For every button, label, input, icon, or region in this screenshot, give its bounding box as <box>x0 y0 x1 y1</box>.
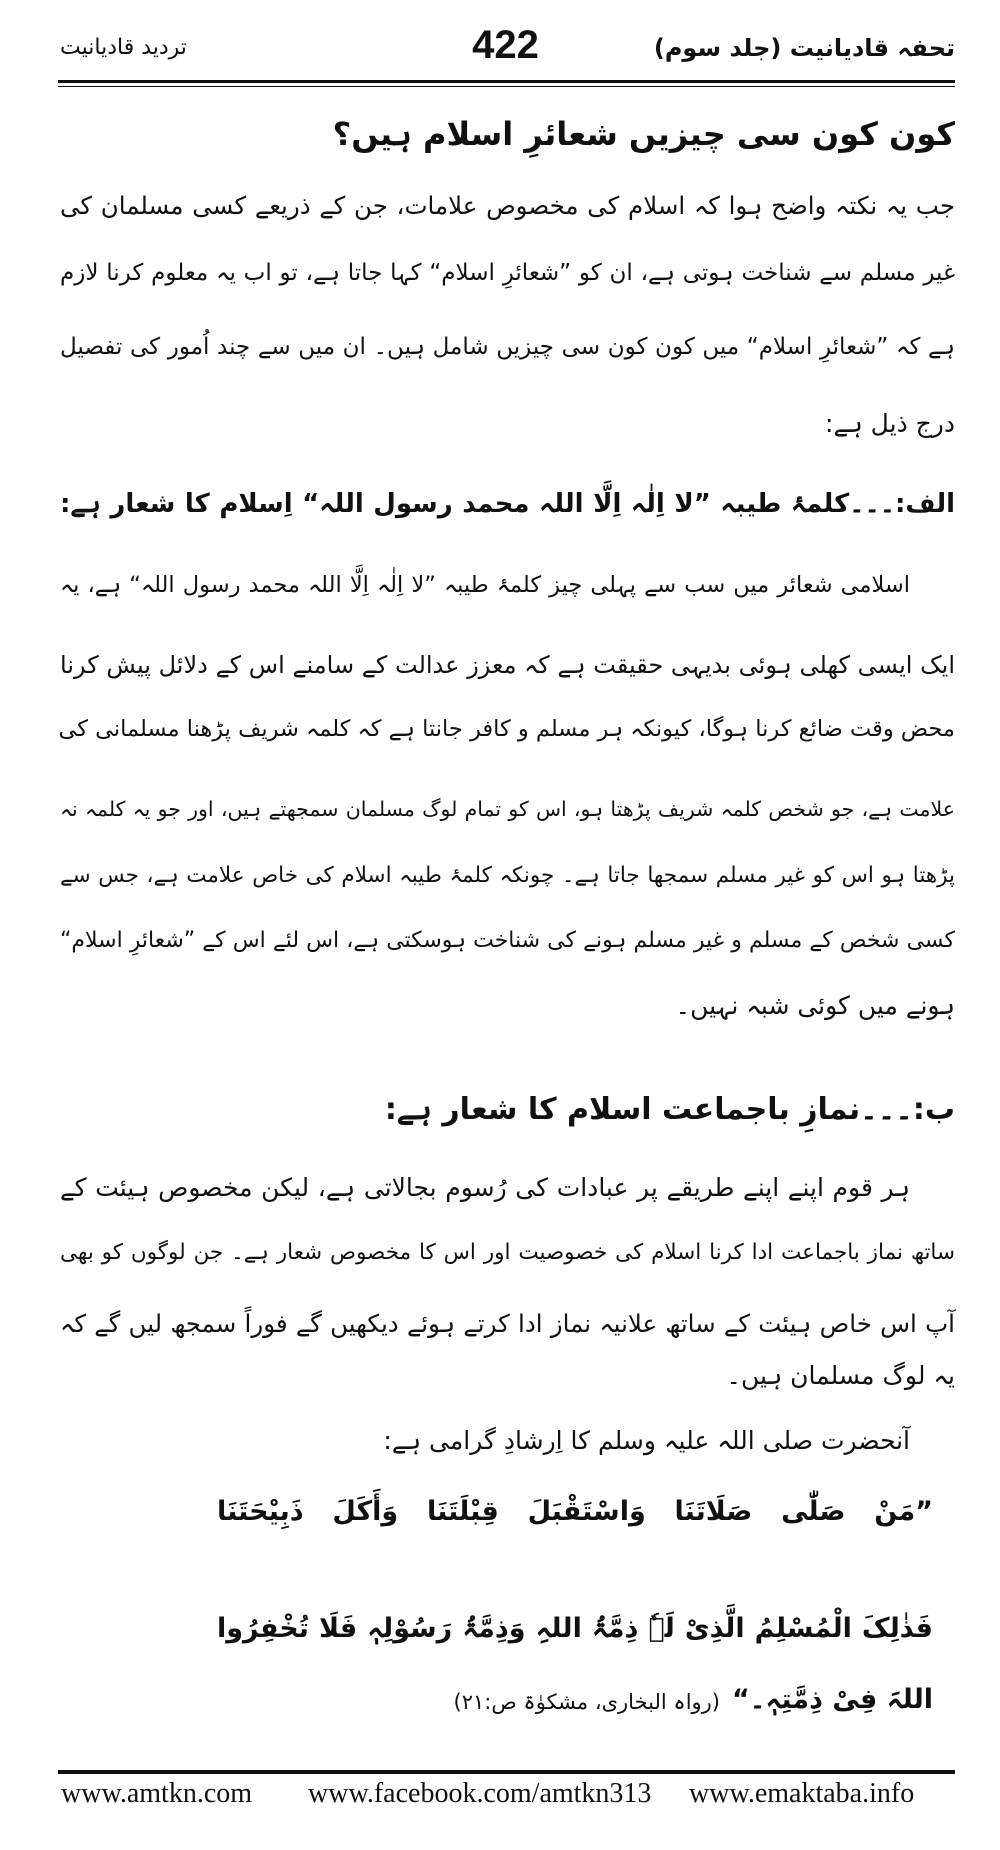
hadith-intro: آنحضرت صلی اللہ علیہ وسلم کا اِرشادِ گرامی ہے: <box>383 1426 910 1455</box>
paragraph-line: اسلامی شعائر میں سب سے پہلی چیز کلمۂ طیبہ ”لا اِلٰہ اِلَّا اللہ محمد رسول اللہ“ ہے، یہ <box>60 572 910 598</box>
paragraph-line: پڑھتا ہو اس کو غیر مسلم سمجھا جاتا ہے۔ چونکہ کلمۂ طیبہ اسلام کی خاص علامت ہے، جس سے <box>60 863 955 888</box>
main-heading: کون کون سی چیزیں شعائرِ اسلام ہیں؟ <box>332 115 955 153</box>
footer-link-facebook[interactable]: www.facebook.com/amtkn313 <box>308 1778 652 1809</box>
paragraph-line: محض وقت ضائع کرنا ہوگا، کیونکہ ہر مسلم و کافر جانتا ہے کہ کلمہ شریف پڑھنا مسلمانی کی <box>58 716 955 742</box>
paragraph-line: آپ اس خاص ہیئت کے ساتھ علانیہ نماز ادا کرتے ہوئے دیکھیں گے فوراً سمجھ لیں گے کہ <box>60 1309 955 1338</box>
hadith-line: فَذٰلِکَ الْمُسْلِمُ الَّذِیْ لَہٗ ذِمَّۃُ اللہِ وَذِمَّۃُ رَسُوْلِہٖ فَلَا تُخْفِرُوا <box>217 1613 933 1644</box>
paragraph-line: ساتھ نماز باجماعت ادا کرنا اسلام کی خصوصیت اور اس کا مخصوص شعار ہے۔ جن لوگوں کو بھی <box>60 1240 955 1265</box>
hadith-line: ”مَنْ صَلّٰی صَلَاتَنَا وَاسْتَقْبَلَ قِبْلَتَنَا وَأَکَلَ ذَبِیْحَتَنَا <box>217 1496 933 1527</box>
paragraph-line: غیر مسلم سے شناخت ہوتی ہے، ان کو ”شعائرِ اسلام“ کہا جاتا ہے، تو اب یہ معلوم کرنا لازم <box>60 260 955 286</box>
header-divider-thick <box>58 80 955 83</box>
paragraph-line: ہونے میں کوئی شبہ نہیں۔ <box>675 991 955 1020</box>
section-b-heading: ب:۔۔۔نمازِ باجماعت اسلام کا شعار ہے: <box>384 1092 955 1127</box>
footer-divider <box>58 1770 955 1774</box>
paragraph-line: یہ لوگ مسلمان ہیں۔ <box>726 1361 955 1390</box>
hadith-reference: (رواہ البخاری، مشکوٰۃ ص:۲۱) <box>453 1690 720 1714</box>
paragraph-line: جب یہ نکتہ واضح ہوا کہ اسلام کی مخصوص علامات، جن کے ذریعے کسی مسلمان کی <box>60 191 955 220</box>
section-a-heading: الف:۔۔۔کلمۂ طیبہ ”لا اِلٰہ اِلَّا اللہ محمد رسول اللہ“ اِسلام کا شعار ہے: <box>60 489 955 519</box>
book-title: تحفہ قادیانیت (جلد سوم) <box>653 34 955 62</box>
paragraph-line: ہر قوم اپنے اپنے طریقے پر عبادات کی رُسوم بجالاتی ہے، لیکن مخصوص ہیئت کے <box>60 1173 910 1202</box>
footer-link-emaktaba[interactable]: www.emaktaba.info <box>689 1778 915 1809</box>
paragraph-line: ہے کہ ”شعائرِ اسلام“ میں کون کون سی چیزیں شامل ہیں۔ ان میں سے چند اُمور کی تفصیل <box>60 334 955 360</box>
paragraph-line: کسی شخص کے مسلم و غیر مسلم ہونے کی شناخت ہوسکتی ہے، اس لئے اس کے ”شعائرِ اسلام“ <box>60 928 955 953</box>
hadith-line: اللہَ فِیْ ذِمَّتِہٖ۔“ <box>731 1684 933 1715</box>
header-divider-thin <box>58 86 955 87</box>
footer-link-amtkn[interactable]: www.amtkn.com <box>61 1778 253 1809</box>
paragraph-line: علامت ہے، جو شخص کلمہ شریف پڑھتا ہو، اس کو تمام لوگ مسلمان سمجھتے ہیں، اور جو یہ کلمہ نہ <box>60 797 955 821</box>
paragraph-line: درج ذیل ہے: <box>825 409 955 438</box>
page-number: 422 <box>472 23 539 67</box>
section-title: تردید قادیانیت <box>60 35 187 60</box>
paragraph-line: ایک ایسی کھلی ہوئی بدیہی حقیقت ہے کہ معزز عدالت کے سامنے اس کے دلائل پیش کرنا <box>60 651 955 679</box>
